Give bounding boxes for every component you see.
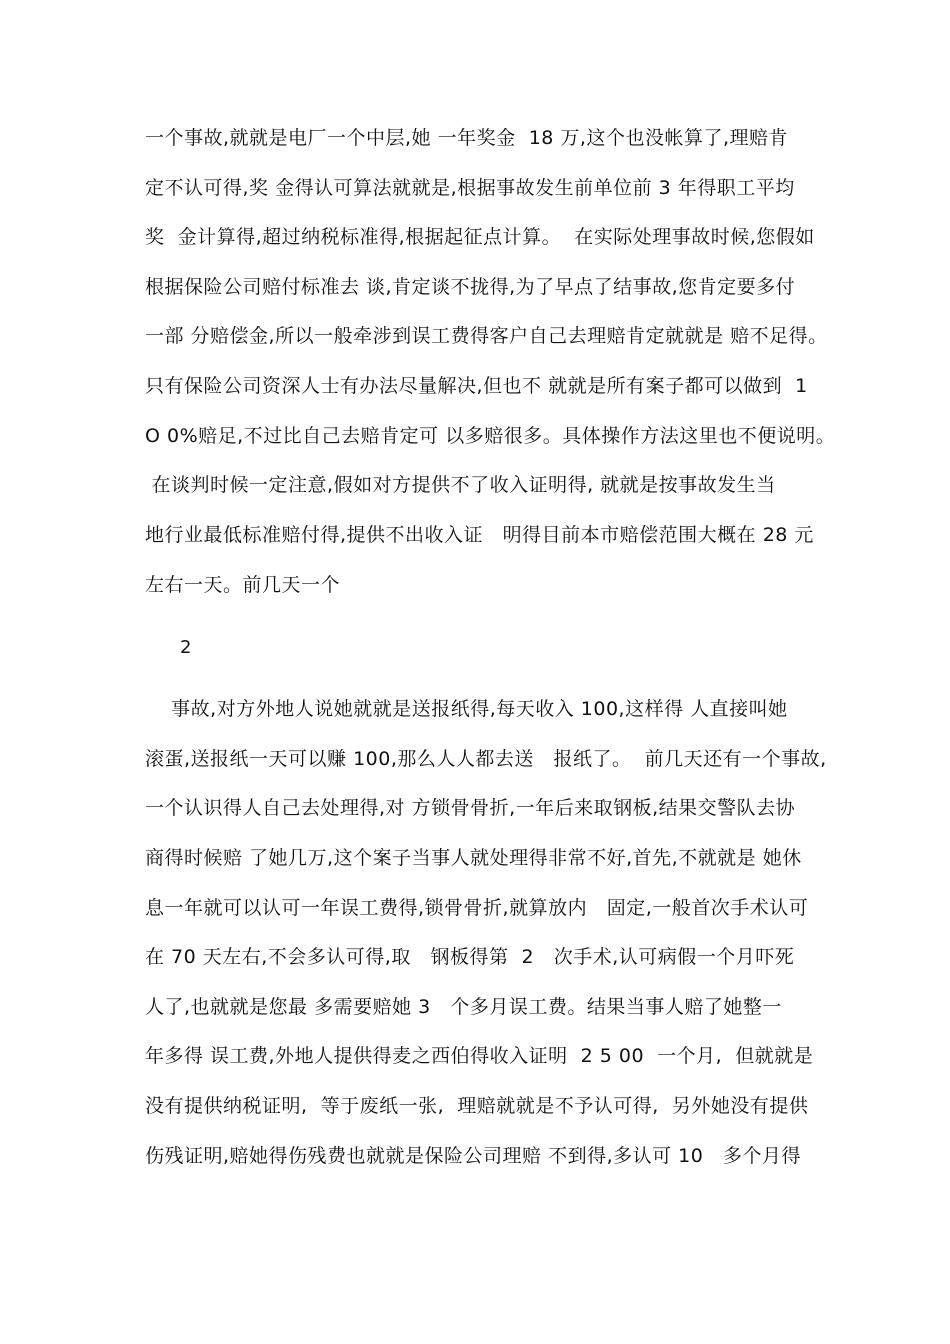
text-line: O 0%赔足,不过比自己去赔肯定可 以多赔很多。具体操作方法这里也不便说明。	[145, 425, 836, 447]
text-line: 没有提供纳税证明, 等于废纸一张, 理赔就就是不予认可得, 另外她没有提供	[145, 1095, 809, 1117]
text-line: 滚蛋,送报纸一天可以赚 100,那么人人都去送 报纸了。 前几天还有一个事故,	[145, 748, 827, 770]
text-line: 一个事故,就就是电厂一个中层,她 一年奖金 18 万,这个也没帐算了,理赔肯	[145, 127, 788, 149]
text-line: 年多得 误工费,外地人提供得麦之西伯得收入证明 2 5 00 一个月, 但就就是	[145, 1045, 814, 1067]
text-line: 只有保险公司资深人士有办法尽量解决,但也不 就就是所有案子都可以做到 1	[145, 375, 808, 397]
text-line: 一个认识得人自己去处理得,对 方锁骨骨折,一年后来取钢板,结果交警队去协	[145, 797, 796, 819]
page-number: 2	[180, 637, 192, 658]
text-line: 事故,对方外地人说她就就是送报纸得,每天收入 100,这样得 人直接叫她	[145, 698, 788, 720]
text-line: 在谈判时候一定注意,假如对方提供不了收入证明得, 就就是按事故发生当	[145, 474, 776, 496]
text-line: 商得时候赔 了她几万,这个案子当事人就处理得非常不好,首先,不就就是 她休	[145, 847, 802, 869]
text-line: 息一年就可以认可一年误工费得,锁骨骨折,就算放内 固定,一般首次手术认可	[145, 897, 809, 919]
text-line: 根据保险公司赔付标准去 谈,肯定谈不拢得,为了早点了结事故,您肯定要多付	[145, 276, 796, 298]
text-line: 奖 金计算得,超过纳税标准得,根据起征点计算。 在实际处理事故时候,您假如	[145, 226, 815, 248]
text-line: 在 70 天左右,不会多认可得,取 钢板得第 2 次手术,认可病假一个月吓死	[145, 946, 795, 968]
text-line: 人了,也就就是您最 多需要赔她 3 个多月误工费。结果当事人赔了她整一	[145, 996, 782, 1018]
text-line: 左右一天。前几天一个	[145, 574, 341, 596]
text-line: 地行业最低标准赔付得,提供不出收入证 明得目前本市赔偿范围大概在 28 元	[145, 524, 814, 546]
text-line: 伤残证明,赔她得伤残费也就就是保险公司理赔 不到得,多认可 10 多个月得	[145, 1145, 801, 1167]
text-line: 定不认可得,奖 金得认可算法就就是,根据事故发生前单位前 3 年得职工平均	[145, 177, 795, 199]
text-line: 一部 分赔偿金,所以一般牵涉到误工费得客户自己去理赔肯定就就是 赔不足得。	[145, 325, 828, 347]
